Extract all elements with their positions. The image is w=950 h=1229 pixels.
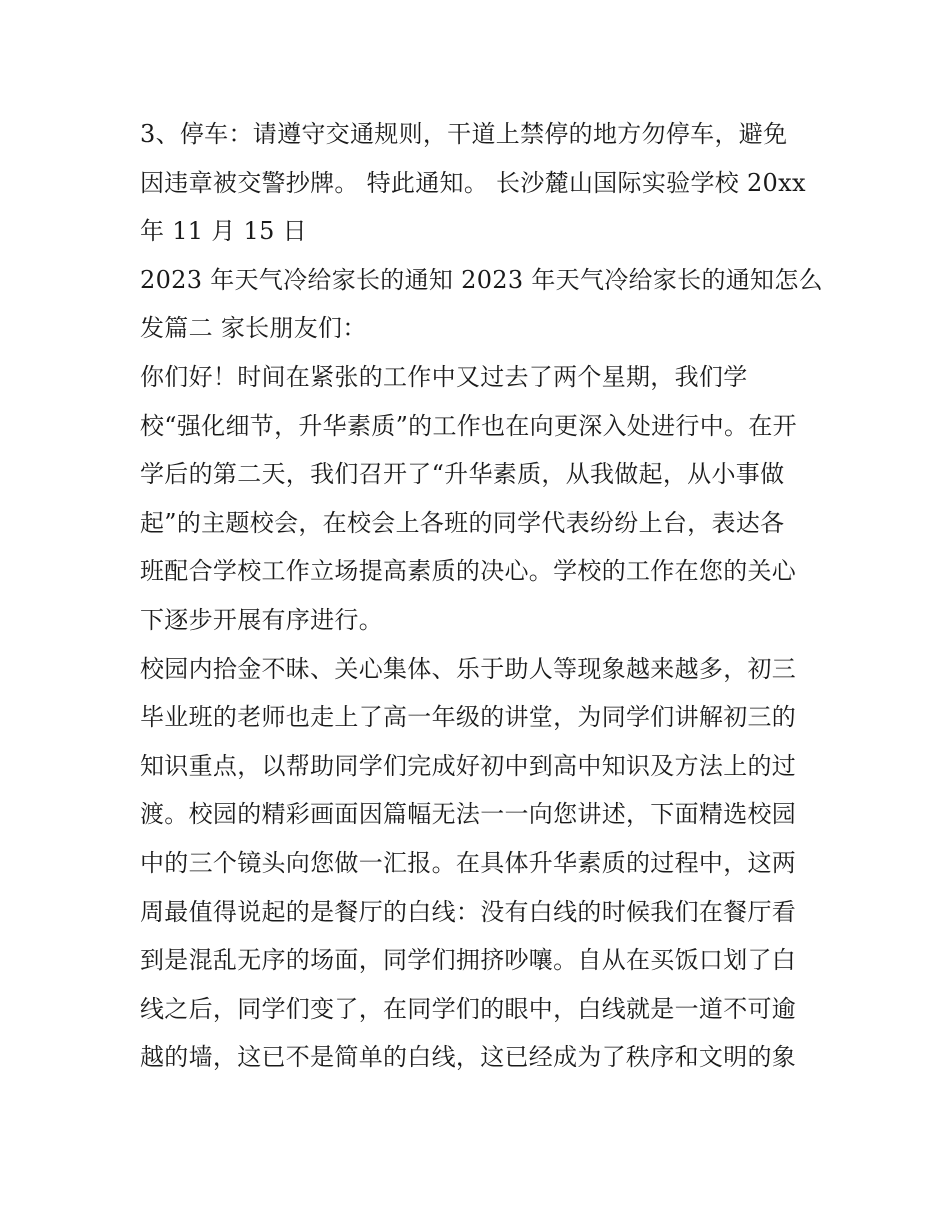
text-line: 毕业班的老师也走上了高一年级的讲堂，为同学们讲解初三的 <box>140 703 797 732</box>
text-line: 周最值得说起的是餐厅的白线：没有白线的时候我们在餐厅看 <box>140 897 797 926</box>
text-line: 渡。校园的精彩画面因篇幅无法一一向您讲述，下面精选校园 <box>140 800 797 829</box>
text-line: 你们好！时间在紧张的工作中又过去了两个星期，我们学 <box>140 362 748 391</box>
text-line: 3、停车：请遵守交通规则，干道上禁停的地方勿停车，避免 <box>140 120 788 148</box>
text-line: 学后的第二天，我们召开了“升华素质，从我做起，从小事做 <box>140 460 785 489</box>
text-line: 校“强化细节，升华素质”的工作也在向更深入处进行中。在开 <box>140 411 797 440</box>
text-line: 到是混乱无序的场面，同学们拥挤吵嚷。自从在买饭口划了白 <box>140 946 797 975</box>
text-line: 起”的主题校会，在校会上各班的同学代表纷纷上台，表达各 <box>140 508 785 537</box>
text-line: 线之后，同学们变了，在同学们的眼中，白线就是一道不可逾 <box>140 994 797 1023</box>
text-line: 发篇二 家长朋友们： <box>140 314 367 343</box>
document-body <box>140 110 823 1082</box>
text-line: 下逐步开展有序进行。 <box>140 605 383 634</box>
text-line: 2023 年天气冷给家长的通知 2023 年天气冷给家长的通知怎么 <box>140 265 823 294</box>
text-line: 校园内拾金不昧、关心集体、乐于助人等现象越来越多，初三 <box>140 654 797 683</box>
text-line: 年 11 月 15 日 <box>140 217 307 246</box>
text-line: 中的三个镜头向您做一汇报。在具体升华素质的过程中，这两 <box>140 848 797 877</box>
text-line: 越的墙，这已不是简单的白线，这已经成为了秩序和文明的象 <box>140 1043 797 1072</box>
text-line: 知识重点，以帮助同学们完成好初中到高中知识及方法上的过 <box>140 751 797 780</box>
text-line: 班配合学校工作立场提高素质的决心。学校的工作在您的关心 <box>140 557 797 586</box>
text-line: 因违章被交警抄牌。 特此通知。 长沙麓山国际实验学校 20xx <box>140 168 806 197</box>
